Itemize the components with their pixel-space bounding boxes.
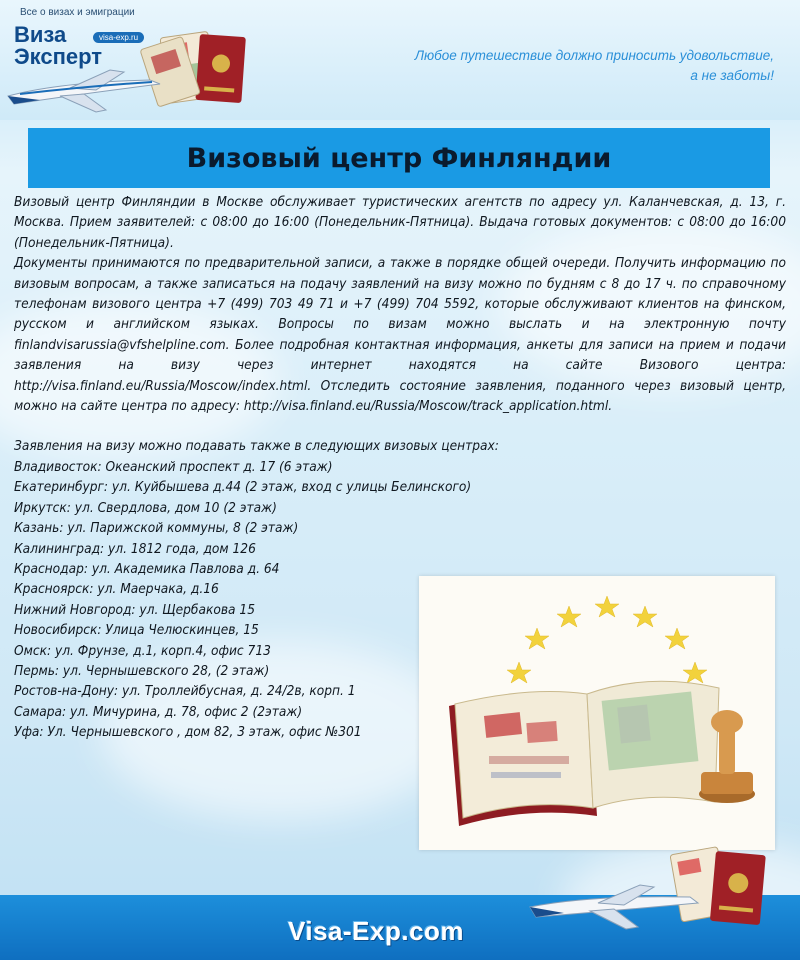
paragraph-intro: Визовый центр Финляндии в Москве обслуживает туристических агентств по адресу ул. Каланчевская, д. 13, г. Москва. Прием заявителей: с 08:00 до 16:00 (Понедельник-Пятница). Выдача готовых документов: с 08:00 до 16:00 (Понедельник-Пятница). [14,194,786,251]
logo-tagline: Все о визах и эмиграции [20,7,135,18]
list-item: Самара: ул. Мичурина, д. 78, офис 2 (2этаж) [14,703,303,720]
list-item: Нижний Новгород: ул. Щербакова 15 [14,601,255,618]
list-item: Владивосток: Океанский проспект д. 17 (6 этаж) [14,458,333,475]
logo-url-badge: visa-exp.ru [93,32,144,43]
centers-heading: Заявления на визу можно подавать также в следующих визовых центрах: [14,438,499,455]
list-item: Омск: ул. Фрунзе, д.1, корп.4, офис 713 [14,642,271,659]
list-item: Краснодар: ул. Академика Павлова д. 64 [14,560,280,577]
airplane-passports-icon [520,845,800,955]
list-item: Иркутск: ул. Свердлова, дом 10 (2 этаж) [14,499,277,516]
page-title: Визовый центр Финляндии [186,142,612,174]
passport-visa-icon [419,576,775,850]
list-item: Новосибирск: Улица Челюскинцев, 15 [14,622,259,639]
list-item: Пермь: ул. Чернышевского 28, (2 этаж) [14,662,270,679]
logo-word-visa: Виза [14,22,67,47]
spacer [14,416,786,436]
passport-photo [419,576,775,850]
header-slogan [415,46,774,86]
list-item: Ростов-на-Дону: ул. Троллейбусная, д. 24/2в, корп. 1 [14,683,356,700]
list-item: Красноярск: ул. Маерчака, д.16 [14,581,219,598]
title-bar [28,128,770,188]
list-item: Екатеринбург: ул. Куйбышева д.44 (2 этаж, вход с улицы Белинского) [14,479,472,496]
list-item: Калининград: ул. 1812 года, дом 126 [14,540,256,557]
airplane-passports-icon [0,30,300,120]
list-item: Уфа: Ул. Чернышевского , дом 82, 3 этаж, офис №301 [14,724,362,741]
slogan-line-1: Любое путешествие должно приносить удовольствие, [414,48,774,63]
site-header [0,0,800,120]
logo-word-expert: Эксперт [14,44,103,69]
list-item: Казань: ул. Парижской коммуны, 8 (2 этаж) [14,520,299,537]
footer-brand-logo[interactable]: Visa-Exp.com [288,916,465,946]
paragraph-details: Документы принимаются по предварительной записи, а также в порядке общей очереди. Получить информацию по визовым вопросам, а также записаться на подачу заявлений на визу можно по будням с 8 до 17 ч. по справочному телефонам визового центра +7 (499) 703 49 71 и +7 (499) 704 5592, которые обслуживают клиентов на финском, русском и английском языках. Вопросы по визам можно выслать и на электронную почту finlandvisarussia@vfshelpline.com. Более подробная контактная информация, анкеты для записи на прием и подачи заявления на визу через интернет находятся на сайте Визового центра: http://visa.finland.eu/Russia/Moscow/index.html. Отследить состояние заявления, поданного через визовый центр, можно на сайте центра по адресу: http://visa.finland.eu/Russia/Moscow/track_application.html. [14,255,786,415]
slogan-line-2: а не заботы! [690,68,774,83]
